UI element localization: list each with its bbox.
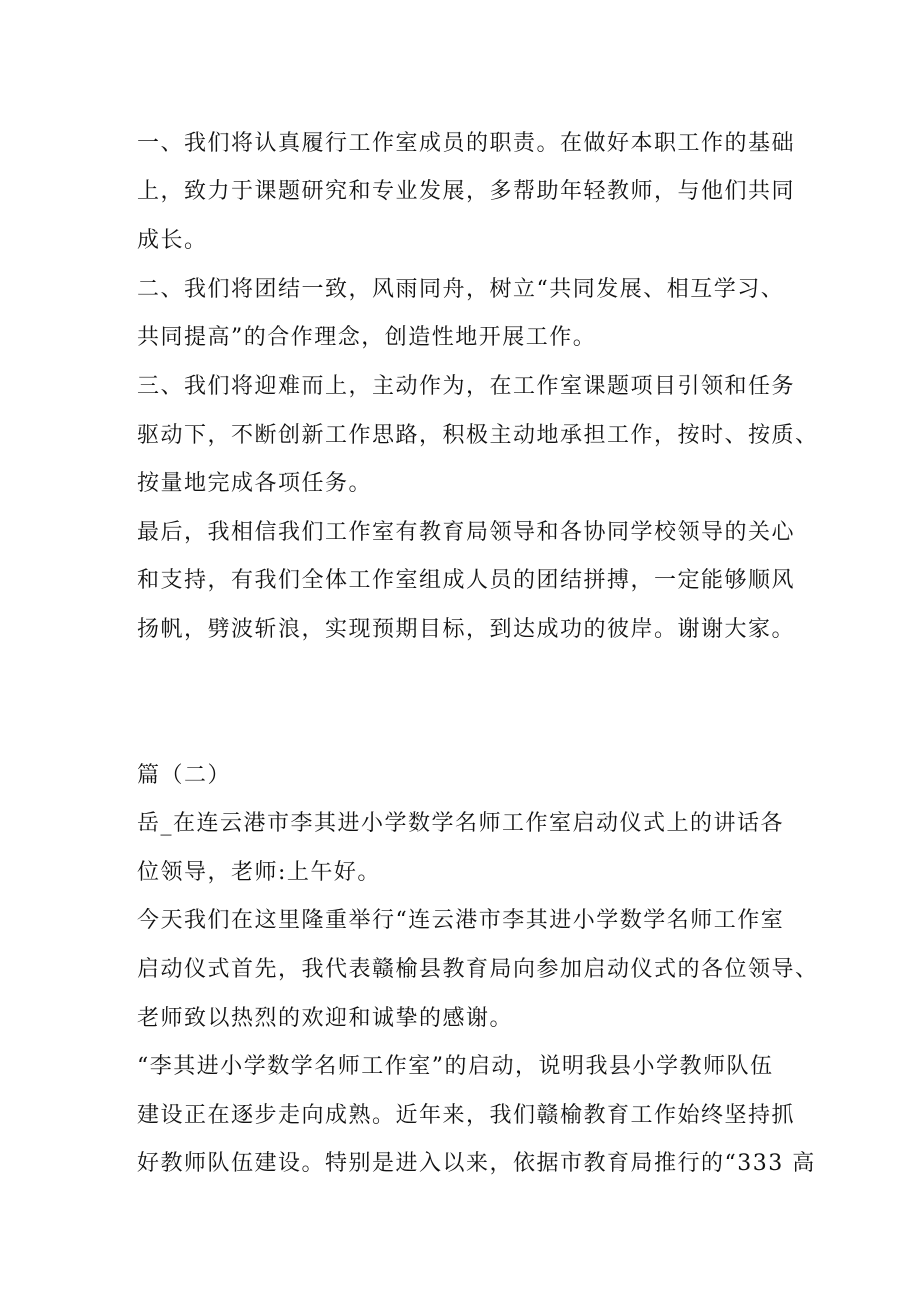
paragraph-1-line-3: 成长。 (137, 228, 208, 253)
section2-paragraph-2-line-3: 老师致以热烈的欢迎和诚挚的感谢。 (137, 1006, 514, 1031)
section2-paragraph-3-line-2: 建设正在逐步走向成熟。近年来，我们赣榆教育工作始终坚持抓 (137, 1103, 796, 1128)
section2-paragraph-1-line-1: 岳_在连云港市李其进小学数学名师工作室启动仪式上的讲话各 (137, 811, 785, 836)
paragraph-4-line-3: 扬帆，劈波斩浪，实现预期目标，到达成功的彼岸。谢谢大家。 (137, 617, 796, 642)
section-heading: 篇（二） (137, 763, 232, 788)
section2-paragraph-2-line-1: 今天我们在这里隆重举行“连云港市李其进小学数学名师工作室 (137, 908, 785, 933)
paragraph-1-line-1: 一、我们将认真履行工作室成员的职责。在做好本职工作的基础 (137, 131, 796, 156)
section2-paragraph-3-line-1: “李其进小学数学名师工作室”的启动，说明我县小学教师队伍 (137, 1054, 774, 1079)
section2-paragraph-2-line-2: 启动仪式首先，我代表赣榆县教育局向参加启动仪式的各位领导、 (137, 957, 819, 982)
section2-paragraph-3-line-3: 好教师队伍建设。特别是进入以来，依据市教育局推行的“333 高 (137, 1151, 816, 1176)
paragraph-3-line-2: 驱动下，不断创新工作思路，积极主动地承担工作，按时、按质、 (137, 423, 819, 448)
section2-paragraph-1-line-2: 位领导，老师:上午好。 (137, 860, 381, 885)
paragraph-2-line-2: 共同提高”的合作理念，创造性地开展工作。 (137, 325, 597, 350)
paragraph-3-line-1: 三、我们将迎难而上，主动作为，在工作室课题项目引领和任务 (137, 374, 796, 399)
paragraph-4-line-2: 和支持，有我们全体工作室组成人员的团结拼搏，一定能够顺风 (137, 568, 796, 593)
paragraph-3-line-3: 按量地完成各项任务。 (137, 471, 373, 496)
paragraph-4-line-1: 最后，我相信我们工作室有教育局领导和各协同学校领导的关心 (137, 520, 796, 545)
paragraph-1-line-2: 上，致力于课题研究和专业发展，多帮助年轻教师，与他们共同 (137, 179, 796, 204)
paragraph-2-line-1: 二、我们将团结一致，风雨同舟，树立“共同发展、相互学习、 (137, 277, 785, 302)
